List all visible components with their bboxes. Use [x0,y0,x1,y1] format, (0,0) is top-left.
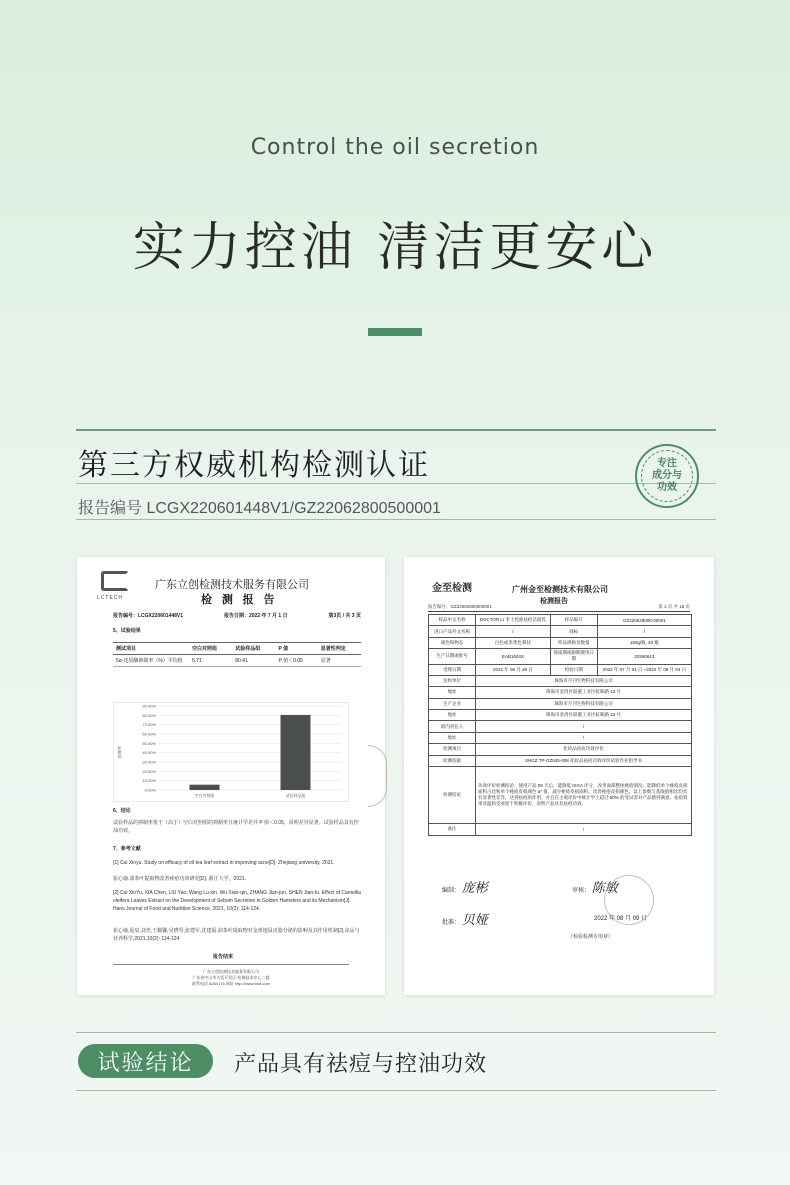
y-tick-label: 20.00% [142,768,156,774]
table-cell: 珠海市金湾区联港工业区虹晖路 13 号 [476,687,692,698]
table-cell: / [476,824,692,835]
y-tick-label: 50.00% [142,740,156,746]
report-end: 报告结束 [213,954,234,960]
table-cell: 20260613 [597,649,691,664]
table-cell: SHGZ TP-GZ045-008 化妆品祛痘功效评价试验作业指导书 [476,755,692,766]
sign-approve-label: 批准： [442,920,461,926]
table-cell: 化妆品祛痘功效评价 [476,744,692,755]
td-sample: 80.41 [232,655,275,667]
sign-review-label: 审核： [572,888,591,894]
td-sig: 显著 [318,655,361,667]
table-cell: 样品中文名称 [429,615,476,626]
th-blank: 空白对照组 [189,643,232,655]
signature-compile: 庞彬 [461,881,488,896]
table-cell: 生产日期或批号 [429,649,476,664]
divider-top [76,429,716,431]
report-page: 第 1 页 共 15 页 [658,604,690,609]
table-cell: 白色或米黄色膏状 [476,637,551,648]
table-cell: 地址 [429,710,476,721]
x-tick-label: 空白对照组 [194,793,215,798]
table-cell: 境内责任人 [429,721,476,732]
official-stamp-icon [604,875,654,925]
table-cell: / [476,626,551,637]
table-row [429,664,692,675]
report-footer [77,969,385,987]
table-row [429,637,692,648]
td-item: 5α-还原酶抑制率（%）平均值 [113,655,189,667]
table-cell: 2022 年 06 月 28 日 [476,664,551,675]
table-cell: 珠海市月刊生物科技有限公司 [476,675,692,686]
section-results: 5、试验结果 [113,628,141,634]
section-conclusion: 6、结论 [113,808,131,814]
sign-compile-label: 编制： [442,888,461,894]
table-row [429,721,692,732]
stamp-caption: （检验检测专用章） [568,934,614,940]
sign-approve [442,909,488,928]
lab-company-name: 广东立创检测技术服务有限公司 [155,578,309,591]
table-cell: 生产企业 [429,698,476,709]
y-axis-label: 抑制率 [117,746,122,758]
section-references: 7、参考文献 [113,846,141,852]
report-no: 报告编号：GZ22062800500001 [428,604,492,609]
footer-line [113,964,349,965]
table-cell: EAB1604X [476,649,551,664]
td-blank: 5.71 [189,655,232,667]
report-page: 第3页 / 共 3 页 [328,613,361,619]
divider-middle [76,483,716,484]
table-row [429,732,692,743]
table-cell: 样品规格及数量 [550,637,597,648]
report-number: 报告编号 LCGX220601448V1/GZ22062800500001 [78,500,441,517]
y-tick-label: 90.00% [142,703,156,709]
jinzhi-logo: 金至检测 [432,583,472,594]
table-cell: 检测项目 [429,744,476,755]
lctech-logo-text: LCTECH [97,595,124,601]
table-row [429,824,692,835]
table-cell: 150g/瓶, 40 瓶 [597,637,691,648]
seal-line2: 成分与 [652,470,682,481]
results-table [113,642,361,667]
inhibition-bar-chart [113,702,349,802]
divider-conclusion-top [76,1032,716,1033]
table-cell: 功效评价检测结论：使用产品 28 天后，能降低 ISGA 评分，改善面部整体痤疮情况；能降低单个痤疮皮损面积占比和单个痤疮皮损颜色 a* 值，减少痤疮皮损面积，改善痤疮皮损颜色。以上参数与基线值相比均具有显著性差异，达到祛痘的作用。并且在主观评价中统计学上超过 50% 的受试者对产品感到满意。祛痘效果及温和受欢迎于积极评价，说明产品具有祛痘功效。 [476,766,692,823]
table-row [429,766,692,823]
signature-approve: 贝娅 [461,913,488,928]
report-no: 报告编号：LCGX220601448V1 [113,613,184,619]
th-p: P 值 [275,643,317,655]
table-row [429,744,692,755]
sample-info-table [428,614,692,836]
eyebrow-text: Control the oil secretion [250,135,540,160]
table-row [429,698,692,709]
table-cell: 2022 年 07 月 04 日 ~2022 年 08 月 04 日 [597,664,691,675]
table-row [429,755,692,766]
table-row [429,675,692,686]
section-title: 第三方权威机构检测认证 [78,448,430,483]
td-p: P 值＜0.05 [275,655,317,667]
divider-bottom [76,519,716,520]
headline: 实力控油 清洁更安心 [132,218,658,278]
y-tick-label: 10.00% [142,778,156,784]
table-cell: DOCTOR LI 李士控油祛痘洁面乳 [476,615,551,626]
report-title: 检测报告 [540,596,568,605]
table-cell: 送检单位 [429,675,476,686]
conclusion-text: 产品具有祛痘与控油功效 [234,1052,488,1077]
y-tick-label: 0.00% [144,787,156,793]
footer-address: 广东省中山市火炬开发区 检测技术中心二楼 [192,975,270,980]
accent-bar [368,328,422,336]
table-cell: 地址 [429,732,476,743]
table-cell: 颜色和物态 [429,637,476,648]
table-row [429,626,692,637]
reference-2-cn: 崔心瑜,夏辰,刘尧,王璐馨,吴晓琴,张建军,沈建福.油茶叶提取物对金黄地鼠皮脂分泌的影响及其作用机制[J].食品与营养科学,2021,10(2): 114-124 [113,928,360,942]
seal-line3: 功效 [657,482,677,493]
report-meta [428,604,690,612]
report-title: 检 测 报 告 [201,593,278,606]
th-sample: 试验样品组 [232,643,275,655]
report-date: 报告日期：2022 年 7 月 1 日 [223,613,288,619]
table-cell: 检测结论 [429,766,476,823]
bar [281,715,311,790]
table-row [429,649,692,664]
table-cell: 商标 [550,626,597,637]
th-sig: 显著性判定 [318,643,361,655]
report-meta [113,612,361,619]
table-cell: / [476,721,692,732]
table-cell: 受理日期 [429,664,476,675]
sign-compile [442,877,488,896]
reference-2: [2] Cui XinYu, XIA Chen, LIU Yao, Wang Lu-xin, Wu Xiao-qin, ZHANG Jian-jun, SHEN Jian-fu. Effect of Camellia oleifera Leaves Extract on the Development of Sebum Secretion in Golden Hamsters and its Mechanism[J]. Hans Journal of Food and Nutrition Science, 2021, 10(2): 114-124. [113,890,361,912]
bar [190,785,220,790]
y-tick-label: 40.00% [142,750,156,756]
seal-line1: 专注 [657,458,677,469]
x-tick-label: 试验样品组 [285,793,306,798]
table-cell: 珠海市金湾区联港工业区虹晖路 13 号 [476,710,692,721]
report-document-right [404,557,714,995]
reference-1-cn: 崔心瑜.油茶叶提取物改善痤疮功效研究[D]. 浙江大学，2021. [113,876,247,882]
efficacy-seal-icon [635,444,699,508]
table-cell: 检验日期 [550,664,597,675]
conclusion-paragraph: 试验样品的抑制率优于（高于）空白对照组的抑制率且统计学差异 P 值＜0.05，说明差异显著。试验样品具有控油功效。 [113,820,359,834]
divider-conclusion-bottom [76,1090,716,1091]
table-row [429,615,692,626]
table-row [429,710,692,721]
table-cell: 珠海市月刊生物科技有限公司 [476,698,692,709]
table-cell: 保质期或限期使用日期 [550,649,597,664]
y-tick-label: 80.00% [142,712,156,718]
y-tick-label: 70.00% [142,722,156,728]
table-row [429,687,692,698]
table-cell: / [597,626,691,637]
table-cell: 地址 [429,687,476,698]
footer-contact: 联系电话 8284176 网址 http://www.lcwt.com [191,981,271,986]
table-cell: 样品编号 [550,615,597,626]
table-cell: / [476,732,692,743]
lctech-logo-icon [101,571,129,591]
reference-1: [1] Cui Xinyu. Study on efficacy of oil tea leaf extract in improving acne[D]. Zhejiang university, 2021. [113,860,335,866]
sign-date: 2022 年 08 月 09 日 [594,916,648,922]
footer-company: 广东立创检测技术服务有限公司 [203,969,259,974]
table-cell: 检测依据 [429,755,476,766]
table-cell: 进口产品外文名称 [429,626,476,637]
th-item: 测试项目 [113,643,189,655]
table-cell: GZ220628005-00001 [597,615,691,626]
edge-mark [368,745,387,807]
signature-review: 陈敏 [591,881,618,896]
conclusion-pill: 试验结论 [78,1044,213,1078]
table-cell: 备注 [429,824,476,835]
lab-company-name: 广州金至检测技术有限公司 [512,584,608,594]
report-document-left [77,557,385,995]
y-tick-label: 60.00% [142,731,156,737]
y-tick-label: 30.00% [142,759,156,765]
